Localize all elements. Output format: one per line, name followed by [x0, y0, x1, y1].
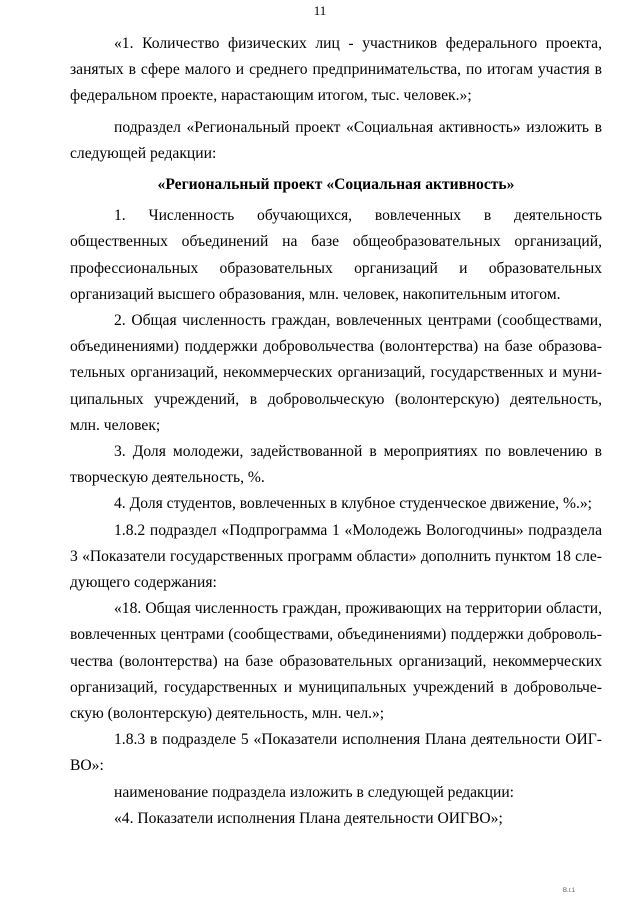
page-number: 11 — [313, 3, 327, 18]
footer-mark: В.г.1 — [563, 888, 576, 894]
paragraph-item-2: 2. Общая численность граждан, вовлеченных центрами (сообществами, объединениями) поддержки добровольчества (волонтерства) на базе образовательных организаций, некоммерческих организаций, государственных и муниципальных учреждений, в добровольческую (волонтерскую) деятельность, млн. человек; — [70, 312, 602, 434]
paragraph-quote-item-4: «4. Показатели исполнения Плана деятельности ОИГВО»; — [114, 809, 503, 827]
paragraph-subsection-name: наименование подраздела изложить в следующей редакции: — [114, 783, 514, 801]
paragraph-item-1: 1. Численность обучающихся, вовлеченных в деятельность общественных объединений на базе общеобразовательных организаций, профессиональных образовательных организаций и образовательных организаций высшего образования, млн. человек, накопительным итогом. — [70, 207, 602, 303]
paragraph-subsection-instruction: подраздел «Региональный проект «Социальная активность» изложить в следующей редакции: — [70, 118, 602, 162]
section-heading: «Региональный проект «Социальная активность» — [157, 176, 515, 194]
paragraph-item-3: 3. Доля молодежи, задействованной в мероприятиях по вовлечению в творческую деятельность, %. — [70, 443, 602, 487]
paragraph-1-8-2: 1.8.2 подраздел «Подпрограмма 1 «Молодежь Вологодчины» подраздела 3 «Показатели государственных программ области» дополнить пунктом 18 следующего содержания: — [70, 521, 602, 592]
paragraph-1-8-3: 1.8.3 в подразделе 5 «Показатели исполнения Плана деятельности ОИГВО»: — [70, 731, 602, 775]
paragraph-item-4: 4. Доля студентов, вовлеченных в клубное студенческое движение, %.»; — [114, 495, 592, 513]
document-body — [70, 31, 602, 832]
paragraph-quote-item-1: «1. Количество физических лиц - участников федерального проекта, занятых в сфере малого и среднего предпринимательства, по итогам участия в федеральном проекте, нарастающим итогом, тыс. человек.»; — [70, 35, 602, 105]
paragraph-item-18: «18. Общая численность граждан, проживающих на территории области, вовлеченных центрами (сообществами, объединениями) поддержки добровольчества (волонтерства) на базе образовательных организаций, некоммерческих организаций, государственных и муниципальных учреждений в добровольческую (волонтерскую) деятельность, млн. чел.»; — [70, 600, 602, 723]
